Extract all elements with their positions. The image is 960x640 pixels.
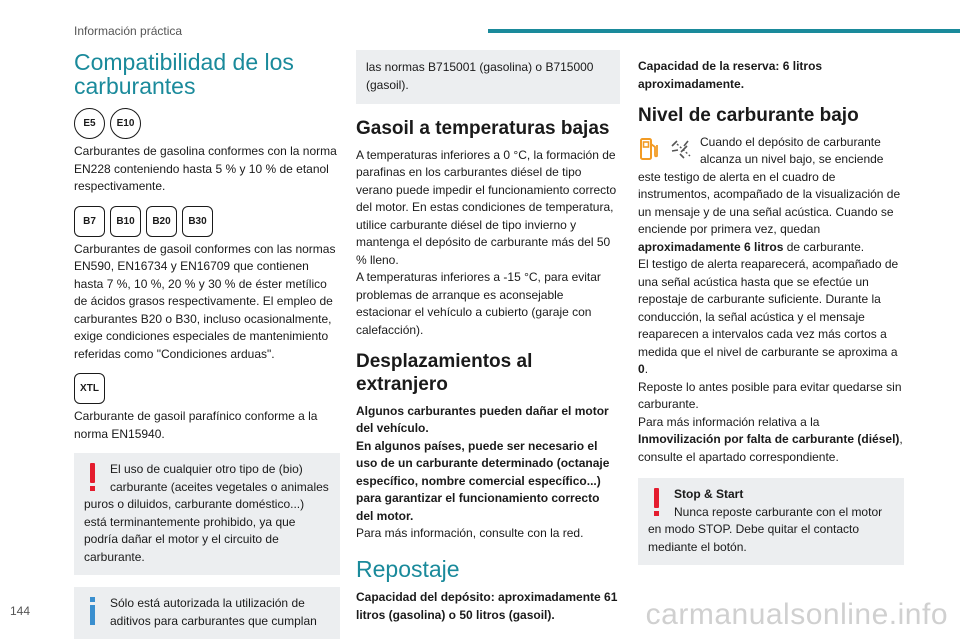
- low-temp-paragraph-1: A temperaturas inferiores a 0 °C, la formación de parafinas en los carburantes diésel de tipo verano puede impedir el funcionamiento correcto del motor. En estas condiciones de temperatura, utilice carburante diésel de tipo invierno y mantenga el depósito de carburante más del 50 % lleno.: [356, 147, 617, 267]
- badge-e5-icon: E5: [74, 108, 105, 139]
- diesel-badges: [74, 206, 340, 237]
- warning-exclamation-icon: [648, 486, 668, 518]
- info-notice-continued: [356, 50, 620, 104]
- gasoline-text: Carburantes de gasolina conformes con la norma EN228 conteniendo hasta 5 % y 10 % de etanol respectivamente.: [74, 144, 337, 194]
- xtl-text: Carburante de gasoil parafínico conforme a la norma EN15940.: [74, 409, 318, 441]
- reserve-capacity: Capacidad de la reserva: 6 litros aproximadamente.: [638, 59, 823, 91]
- fuel-pump-icon: [638, 136, 660, 162]
- warning-exclamation-icon: [84, 461, 104, 493]
- watermark: carmanualsonline.info: [645, 598, 948, 631]
- low-temp-paragraph-2: A temperaturas inferiores a -15 °C, para evitar problemas de arranque es aconsejable estacionar el vehículo a cubierto (garaje con calefacción).: [356, 270, 601, 337]
- warning-notice: [74, 453, 340, 575]
- low-fuel-paragraph-4: [638, 414, 904, 467]
- column-2: [356, 50, 620, 624]
- low-fuel-p4a: Para más información relativa a la: [638, 414, 820, 429]
- badge-b20-icon: B20: [146, 206, 177, 237]
- heading-abroad: Desplazamientos al extranjero: [356, 351, 533, 396]
- stop-start-warning: [638, 478, 904, 565]
- column-1: [74, 50, 340, 639]
- heading-low-temperature: Gasoil a temperaturas bajas: [356, 118, 610, 139]
- low-fuel-section: [638, 134, 904, 257]
- badge-e10-icon: E10: [110, 108, 141, 139]
- badge-xtl-icon: XTL: [74, 373, 105, 404]
- diesel-text: Carburantes de gasoil conformes con las normas EN590, EN16734 y EN16709 que contienen hasta 7 %, 10 %, 20 % y 30 % de éster metílico de ácidos grasos respectivamente. El empleo de carburantes B20 o B30, incluso ocasionalmente, exige condiciones especiales de mantenimiento referidas como "Condiciones arduas".: [74, 241, 336, 361]
- abroad-bold-1: Algunos carburantes pueden dañar el motor del vehículo.: [356, 403, 609, 436]
- info-notice: [74, 587, 340, 639]
- badge-b30-icon: B30: [182, 206, 213, 237]
- low-fuel-p4c: , consulte el apartado correspondiente.: [638, 432, 903, 464]
- section-title: Información práctica: [74, 24, 183, 38]
- low-fuel-p1a: Cuando el depósito de carburante alcanza un nivel bajo, se enciende este testigo de alerta en el cuadro de instrumentos, acompañado de la visualización de un mensaje y de una señal acústica. Cuando se enciende por primera vez, quedan: [638, 134, 901, 237]
- low-fuel-p2b: 0: [638, 362, 645, 377]
- low-fuel-gauge-icon: [668, 136, 694, 162]
- low-fuel-p4b: Inmovilización por falta de carburante (diésel): [638, 432, 900, 447]
- xtl-badges: [74, 373, 340, 404]
- info-text: Sólo está autorizada la utilización de aditivos para carburantes que cumplan: [110, 596, 317, 628]
- abroad-bold-2: En algunos países, puede ser necesario el uso de un carburante determinado (octanaje específico, nombre comercial específico...) para garantizar el funcionamiento correcto del motor.: [356, 438, 610, 523]
- gasoline-badges: [74, 108, 340, 139]
- low-fuel-p2a: El testigo de alerta reaparecerá, acompañado de una señal acústica hasta que se efectúe un repostaje de carburante suficiente. Durante la conducción, la señal acústica y el mensaje reaparecen a intervalos cada vez más cortos a medida que el nivel de carburante se aproxima a: [638, 257, 899, 359]
- heading-refuelling: Repostaje: [356, 555, 460, 582]
- stop-start-text: Nunca reposte carburante con el motor en modo STOP. Debe quitar el contacto mediante el botón.: [648, 504, 883, 554]
- abroad-text: Para más información, consulte con la red.: [356, 526, 584, 541]
- column-3: [638, 50, 904, 565]
- badge-b10-icon: B10: [110, 206, 141, 237]
- low-fuel-paragraph-3: Reposte lo antes posible para evitar quedarse sin carburante.: [638, 379, 902, 412]
- refuel-capacity: Capacidad del depósito: aproximadamente 61 litros (gasolina) o 50 litros (gasoil).: [356, 590, 618, 622]
- low-fuel-p1c: de carburante.: [783, 239, 865, 254]
- heading-fuel-compatibility: Compatibilidad de los carburantes: [74, 49, 294, 100]
- stop-start-title: Stop & Start: [674, 487, 744, 502]
- badge-b7-icon: B7: [74, 206, 105, 237]
- warning-text: El uso de cualquier otro tipo de (bio) carburante (aceites vegetales o animales puros o diluidos, carburante doméstico...) está terminantemente prohibido, ya que podría dañar el motor y el circuito de carburante.: [84, 462, 329, 564]
- low-fuel-icons: [638, 136, 694, 162]
- info-icon: [84, 595, 104, 627]
- low-fuel-paragraph-2: [638, 256, 904, 379]
- heading-low-fuel: Nivel de carburante bajo: [638, 105, 859, 126]
- low-fuel-p1b: aproximadamente 6 litros: [638, 239, 784, 254]
- header-accent-bar: [488, 29, 960, 33]
- low-fuel-p2c: .: [644, 362, 649, 377]
- info-continued-text: las normas B715001 (gasolina) o B715000 (gasoil).: [366, 60, 594, 92]
- page-number: 144: [10, 604, 31, 618]
